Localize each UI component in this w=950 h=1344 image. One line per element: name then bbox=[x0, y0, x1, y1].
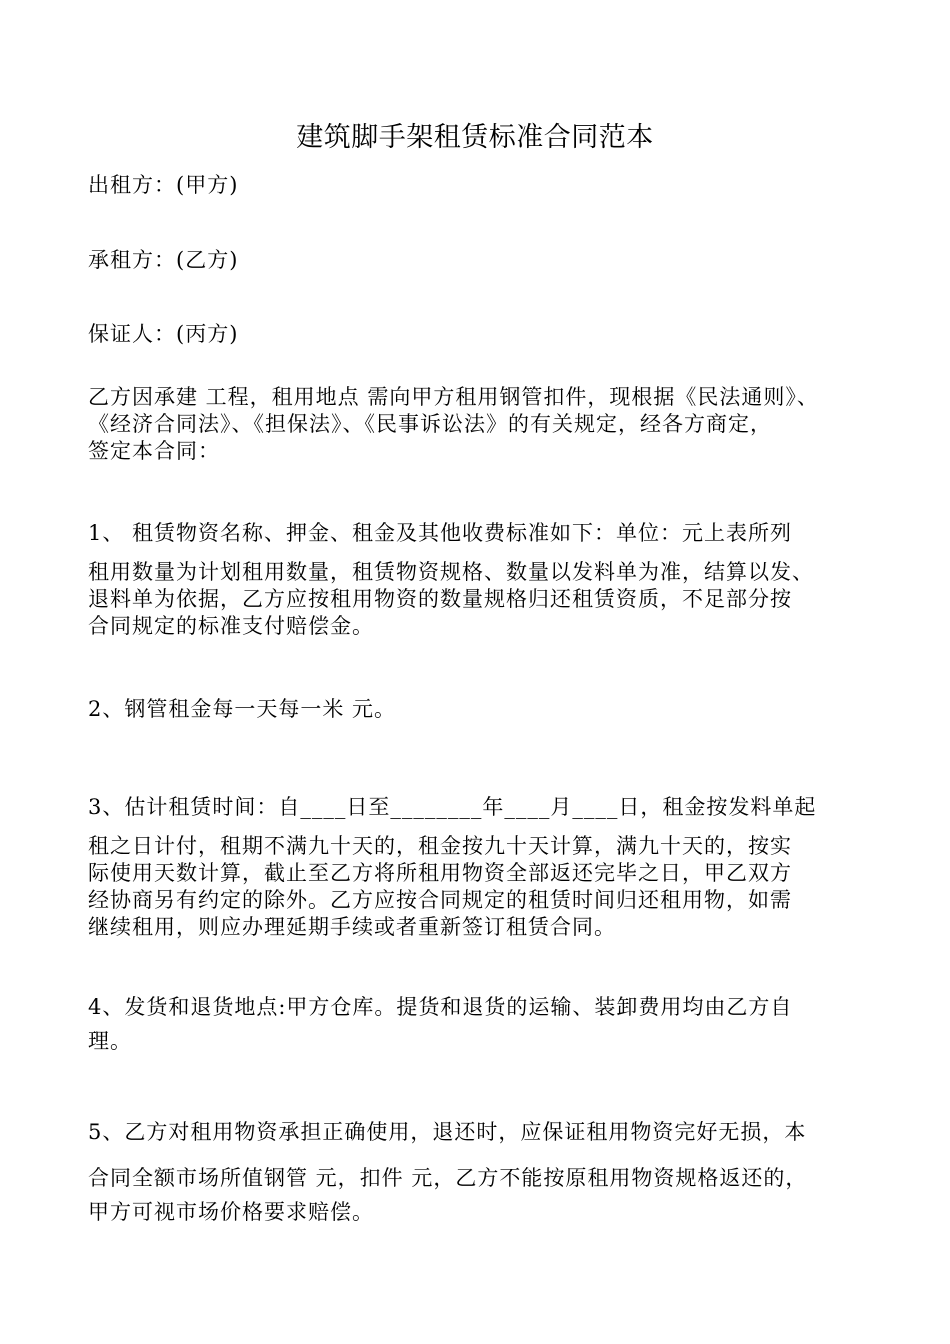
clause-3-line: 经协商另有约定的除外。乙方应按合同规定的租赁时间归还租用物，如需 bbox=[88, 888, 792, 912]
preamble-paragraph bbox=[88, 384, 888, 465]
clause-1 bbox=[88, 520, 888, 640]
clause-4-line: 理。 bbox=[88, 1029, 132, 1053]
preamble-line: 《经济合同法》、《担保法》、《民事诉讼法》的有关规定，经各方商定， bbox=[88, 412, 772, 436]
clause-2: 2、钢管租金每一天每一米 元。 bbox=[88, 697, 397, 721]
clause-5-line: 甲方可视市场价格要求赔偿。 bbox=[88, 1200, 374, 1224]
clause-5-line: 合同全额市场所值钢管 元，扣件 元，乙方不能按原租用物资规格返还的， bbox=[88, 1166, 808, 1190]
clause-3-line: 际使用天数计算，截止至乙方将所租用物资全部返还完毕之日，甲乙双方 bbox=[88, 861, 792, 885]
preamble-line: 签定本合同： bbox=[88, 439, 220, 463]
clause-1-line: 退料单为依据，乙方应按租用物资的数量规格归还租赁资质，不足部分按 bbox=[88, 587, 792, 611]
document-title: 建筑脚手架租赁标准合同范本 bbox=[296, 122, 654, 153]
clause-3-line: 3、估计租赁时间：自____日至________年____月____日，租金按发料单起 bbox=[88, 795, 817, 819]
preamble-line: 乙方因承建 工程，租用地点 需向甲方租用钢管扣件，现根据《民法通则》、 bbox=[88, 385, 819, 409]
clause-4-line: 4、发货和退货地点:甲方仓库。提货和退货的运输、装卸费用均由乙方自 bbox=[88, 995, 793, 1019]
clause-1-line: 租用数量为计划租用数量，租赁物资规格、数量以发料单为准，结算以发、 bbox=[88, 560, 814, 584]
guarantor-line: 保证人：(丙方) bbox=[88, 322, 239, 346]
clause-3-line: 继续租用，则应办理延期手续或者重新签订租赁合同。 bbox=[88, 915, 616, 939]
clause-5-line: 5、乙方对租用物资承担正确使用，退还时，应保证租用物资完好无损，本 bbox=[88, 1120, 807, 1144]
clause-1-line: 1、 租赁物资名称、押金、租金及其他收费标准如下：单位：元上表所列 bbox=[88, 521, 793, 545]
clause-5 bbox=[88, 1115, 888, 1229]
clause-3 bbox=[88, 794, 888, 941]
clause-3-line: 租之日计付，租期不满九十天的，租金按九十天计算，满九十天的，按实 bbox=[88, 834, 792, 858]
clause-1-line: 合同规定的标准支付赔偿金。 bbox=[88, 614, 374, 638]
lessee-line: 承租方：(乙方) bbox=[88, 248, 239, 272]
lessor-line: 出租方：(甲方) bbox=[88, 173, 239, 197]
clause-4 bbox=[88, 990, 888, 1058]
